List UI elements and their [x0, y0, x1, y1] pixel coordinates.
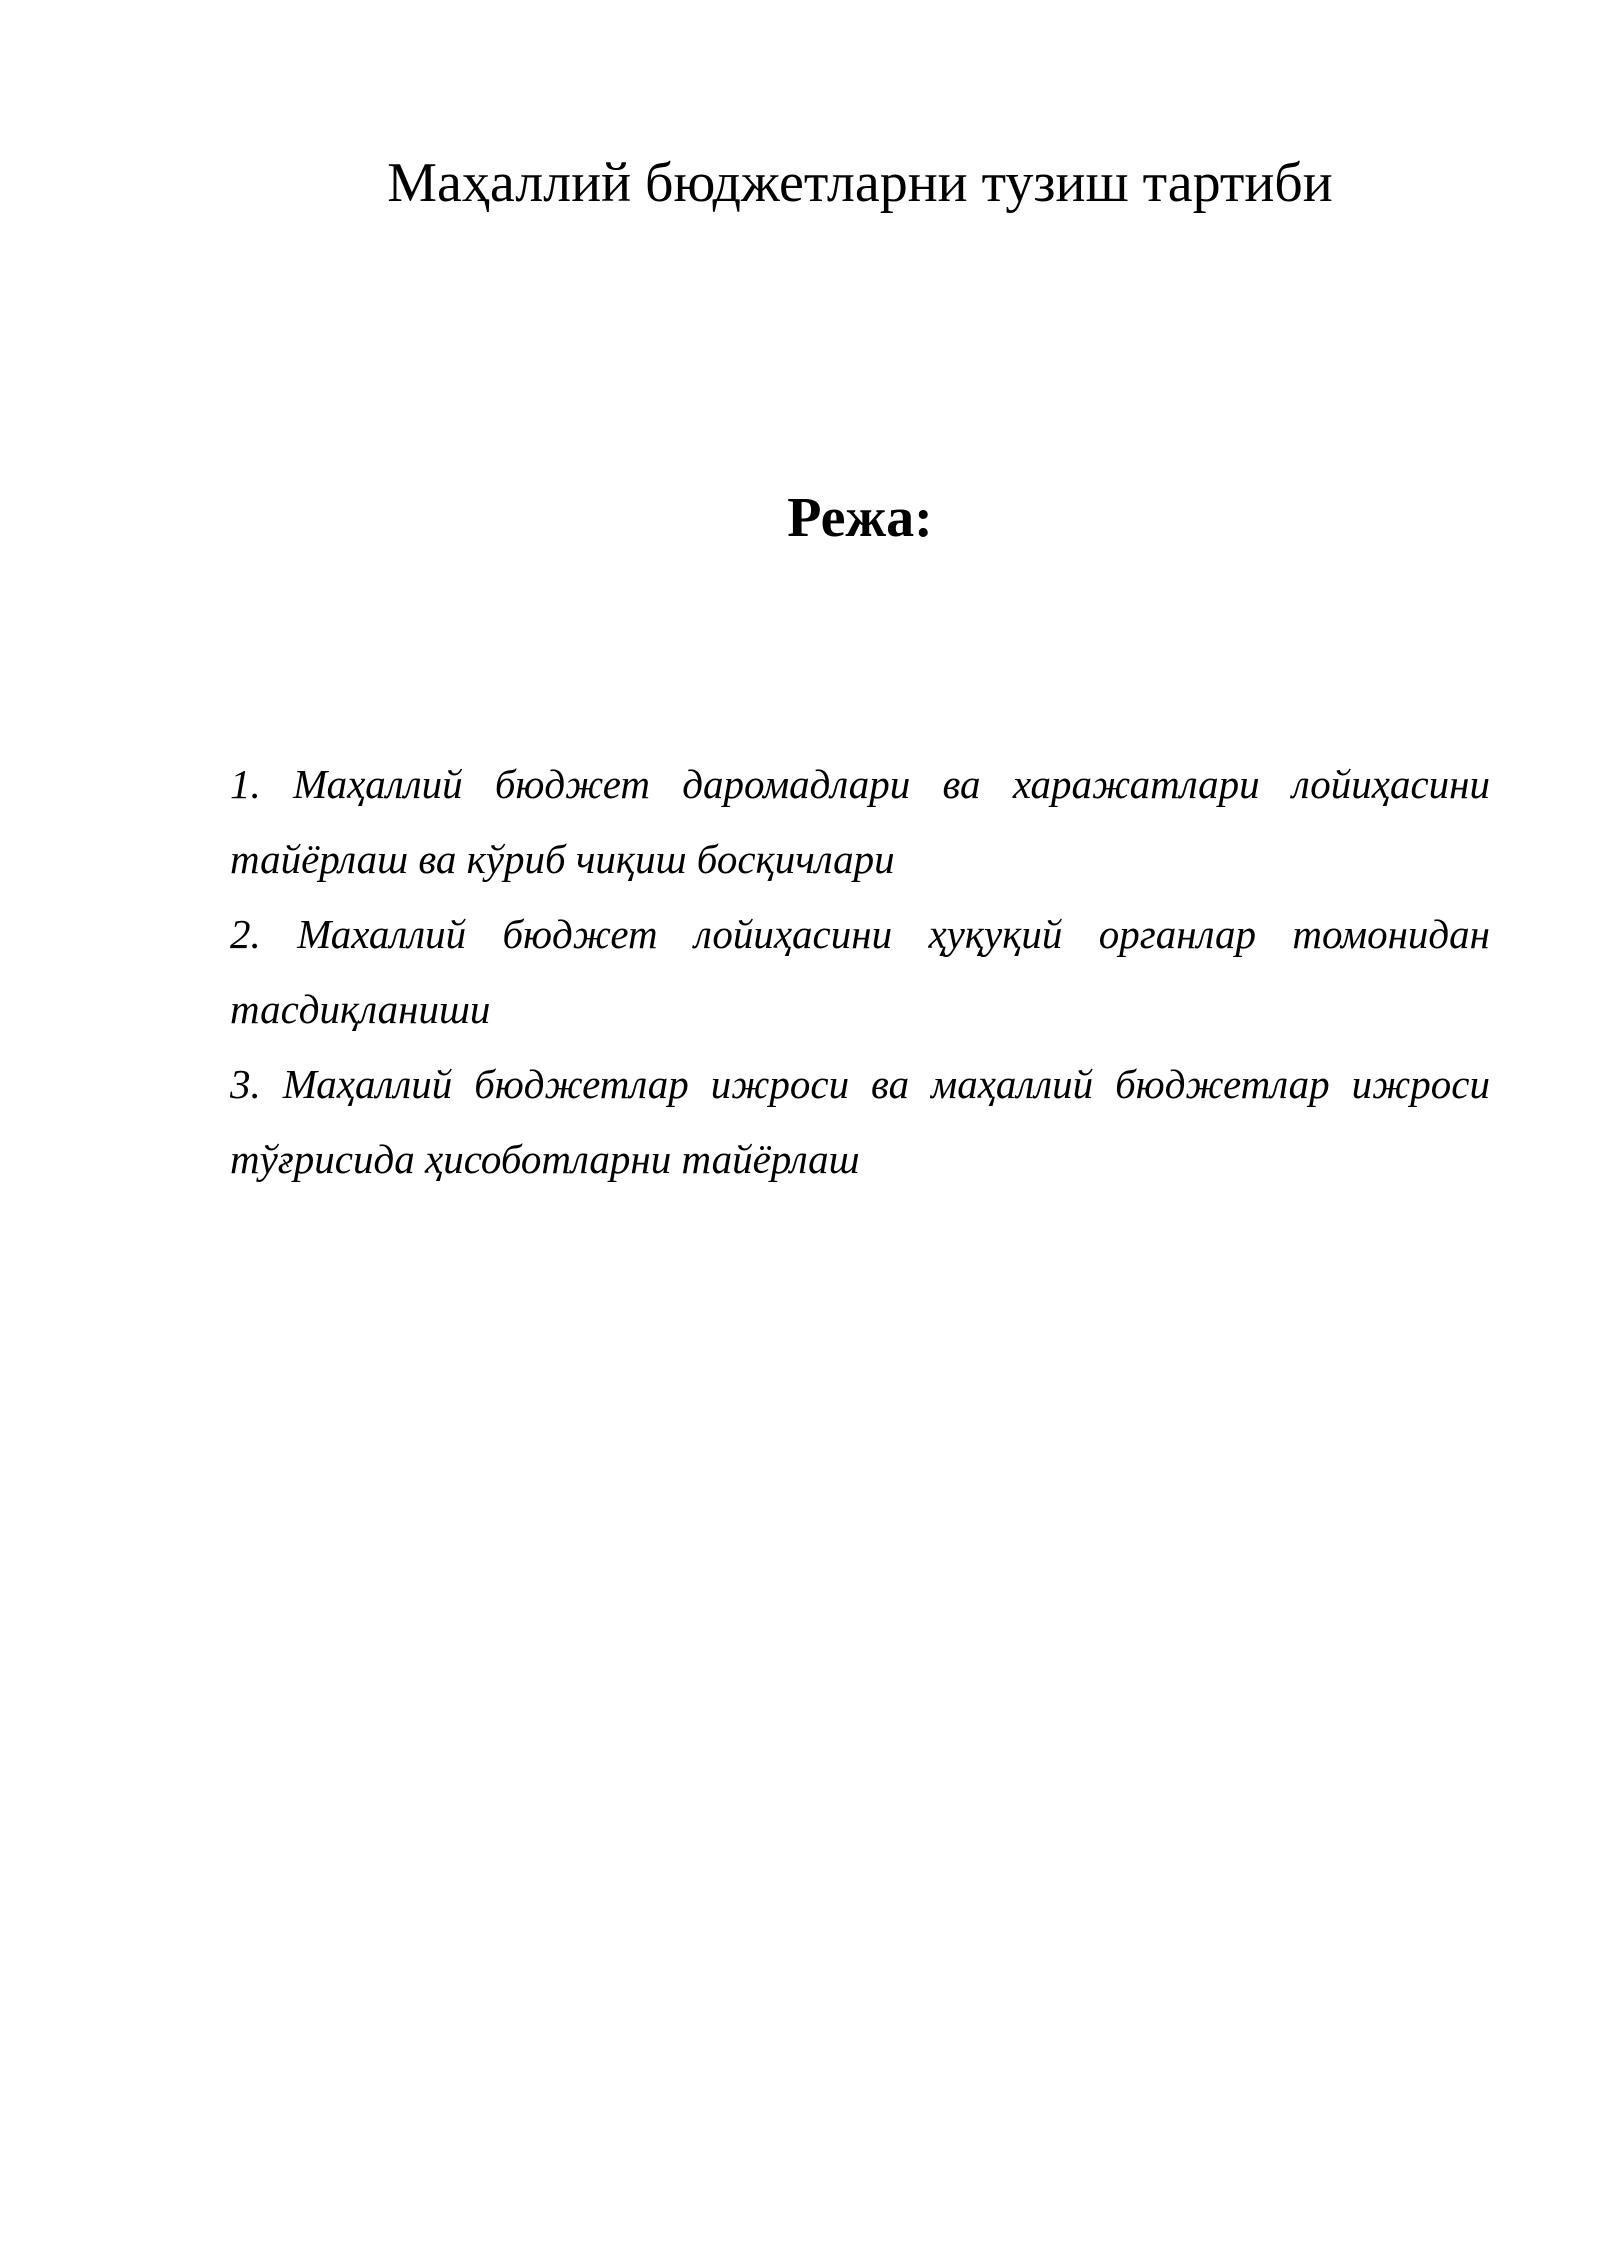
plan-list [230, 747, 1490, 1197]
page-title: Маҳаллий бюджетларни тузиш тартиби [387, 152, 1333, 214]
plan-item-3: 3. Маҳаллий бюджетлар ижроси ва маҳаллий бюджетлар ижроси тўғрисида ҳисоботларни тайёрлаш [230, 1061, 1490, 1182]
plan-heading: Режа: [787, 487, 933, 549]
plan-item-1: 1. Маҳаллий бюджет даромадлари ва харажатлари лойиҳасини тайёрлаш ва кўриб чиқиш босқичлари [230, 761, 1490, 882]
plan-item-2: 2. Махаллий бюджет лойиҳасини ҳуқуқий органлар томонидан тасдиқланиши [230, 911, 1490, 1032]
